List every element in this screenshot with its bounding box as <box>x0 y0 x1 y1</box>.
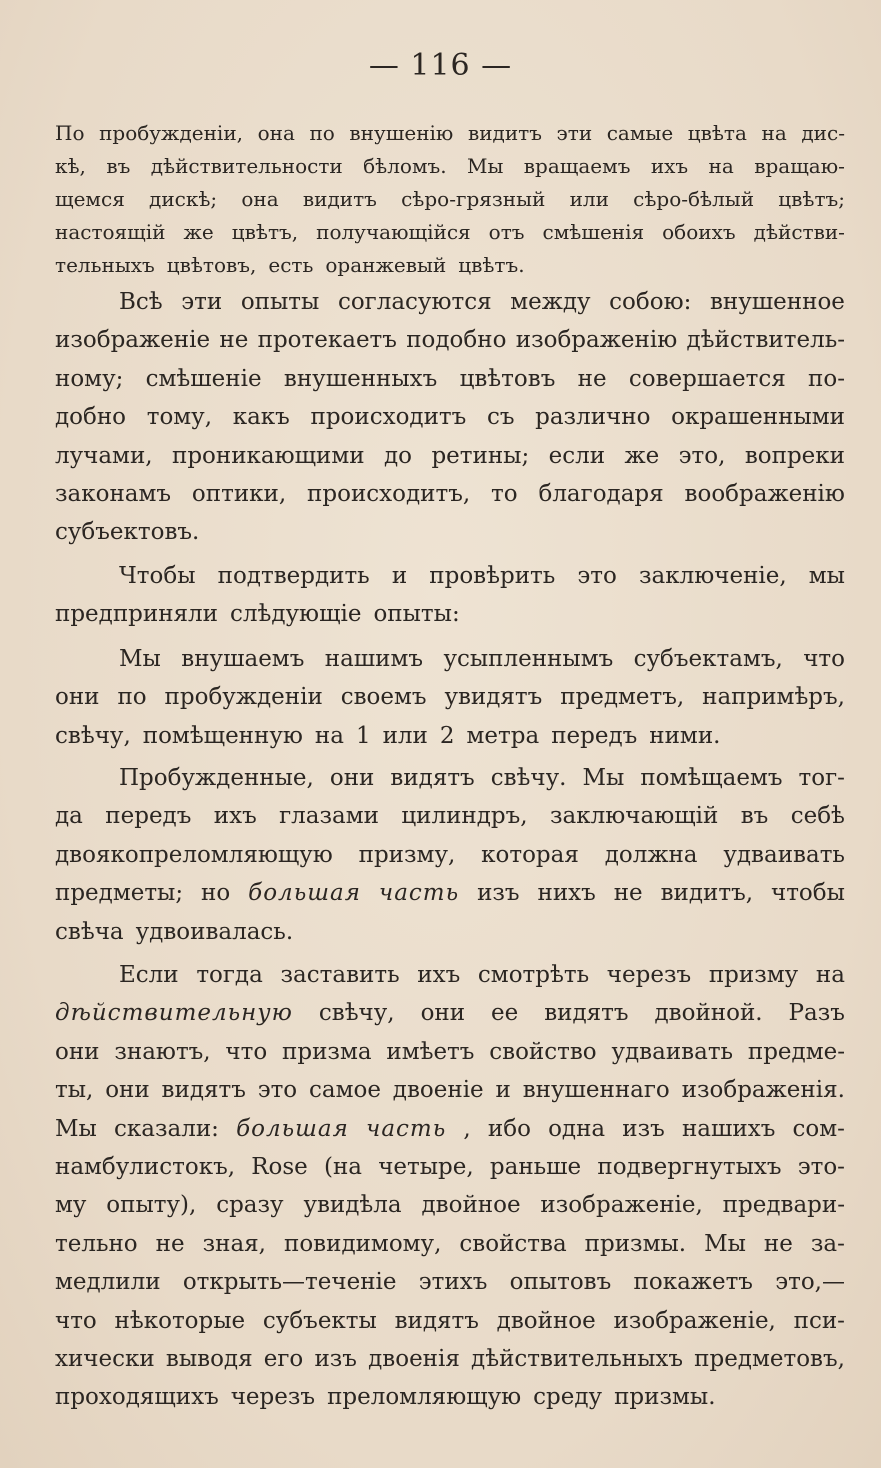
text-line <box>55 874 845 912</box>
word: какъ <box>232 404 290 431</box>
text-line <box>55 836 845 874</box>
word: пробужденіи, <box>99 121 244 145</box>
text-line <box>55 1225 845 1263</box>
word: то <box>491 480 518 507</box>
word: оптики, <box>191 480 287 507</box>
word: они <box>105 1077 150 1104</box>
word: сом- <box>792 1115 845 1142</box>
word: эти <box>181 289 223 315</box>
word: напримѣръ, <box>702 684 845 711</box>
word: что <box>803 646 845 672</box>
word: субъектовъ. <box>55 519 200 546</box>
word: не <box>219 327 249 354</box>
text-line <box>55 1186 845 1224</box>
word: что <box>225 1038 268 1065</box>
word: видитъ <box>467 121 542 145</box>
word: если <box>548 442 606 469</box>
word: усыпленнымъ <box>443 646 614 672</box>
word: изображенія. <box>681 1077 845 1104</box>
text-line <box>55 475 845 513</box>
word: проникающими <box>172 442 365 469</box>
text-line <box>55 717 845 755</box>
word: щемся <box>55 187 125 211</box>
word: Разъ <box>788 1000 845 1027</box>
word: повидимому, <box>283 1230 442 1257</box>
word: видятъ <box>394 1307 479 1334</box>
word: цвѣтовъ, <box>166 253 257 277</box>
text-line <box>55 797 845 835</box>
word: подвергнутыхъ <box>597 1153 782 1180</box>
word: изъ <box>477 880 520 907</box>
word: По <box>55 121 85 145</box>
paragraph-5 <box>55 759 845 951</box>
word: предметы; <box>55 880 184 907</box>
word: или <box>569 187 609 211</box>
word: помѣщенную <box>142 722 303 749</box>
word: Чтобы <box>119 563 196 589</box>
word: и <box>495 1077 511 1104</box>
word: на <box>815 962 845 988</box>
word: которая <box>481 841 579 868</box>
word: же <box>183 220 214 244</box>
text-line <box>55 321 845 359</box>
word: между <box>510 289 591 315</box>
word: не <box>763 1230 793 1257</box>
word: свойство <box>489 1038 597 1065</box>
word: тельно <box>55 1230 138 1257</box>
word: получающійся <box>316 220 471 244</box>
italic-word: большая <box>236 1115 349 1142</box>
word: себѣ <box>790 803 845 830</box>
word: происходитъ <box>310 404 467 431</box>
word: воображенію <box>684 480 845 507</box>
word: цвѣта <box>687 121 747 145</box>
word: да <box>55 803 83 830</box>
word: предме- <box>747 1038 845 1065</box>
word: происходитъ, <box>307 480 471 507</box>
italic-word: большая <box>248 880 361 907</box>
text-line <box>55 759 845 797</box>
page-number: — 116 — <box>368 48 513 83</box>
word: эти <box>556 121 593 145</box>
text-line <box>55 1033 845 1071</box>
word: предметовъ, <box>694 1345 845 1372</box>
word: ее <box>491 1000 519 1027</box>
word: передъ <box>551 722 638 749</box>
text-line <box>55 437 845 475</box>
word: или <box>382 722 428 749</box>
text-line <box>55 249 845 282</box>
word: Пробужденные, <box>119 765 314 791</box>
word: выводя <box>165 1345 253 1372</box>
word: нашихъ <box>681 1115 776 1142</box>
word: они <box>420 1000 466 1027</box>
word: дискѣ; <box>149 187 218 211</box>
word: провѣрить <box>429 563 556 589</box>
word: собою: <box>609 289 692 315</box>
paragraph-2 <box>55 283 845 552</box>
word: тому, <box>146 404 213 431</box>
word: метра <box>466 722 540 749</box>
word: видятъ <box>390 765 475 791</box>
word: на <box>761 121 787 145</box>
word: различно <box>535 404 651 431</box>
word: вопреки <box>744 442 845 469</box>
word: видитъ <box>302 187 377 211</box>
word: законамъ <box>55 480 172 507</box>
word: призму <box>708 962 799 988</box>
word: передъ <box>105 803 192 830</box>
word: вращаемъ <box>523 154 631 178</box>
word: ному; <box>55 365 124 392</box>
word: сѣро-грязный <box>401 187 546 211</box>
word: сразу <box>216 1192 284 1219</box>
word: же <box>624 442 660 469</box>
word: она <box>241 187 279 211</box>
word: двойное <box>496 1307 596 1334</box>
word: Мы <box>55 1115 97 1142</box>
word: цвѣтъ; <box>778 187 845 211</box>
word: внушенію <box>349 121 454 145</box>
word: съ <box>486 404 515 431</box>
word: оранжевый <box>325 253 447 277</box>
word: слѣдующіе <box>230 601 362 628</box>
word: заключающій <box>550 803 719 830</box>
word: призмы. <box>614 1384 716 1411</box>
word: , <box>463 1115 471 1142</box>
word: благодаря <box>538 480 664 507</box>
word: до <box>384 442 413 469</box>
text-line <box>55 595 845 633</box>
word: она <box>257 121 295 145</box>
word: имѣетъ <box>386 1038 475 1065</box>
word: призма <box>282 1038 372 1065</box>
word: свойства <box>459 1230 567 1257</box>
word: сѣро-бѣлый <box>633 187 755 211</box>
word: кѣ, <box>55 154 86 178</box>
word: на <box>314 722 344 749</box>
word: двоенія <box>368 1345 460 1372</box>
word: должна <box>604 841 698 868</box>
word: тогда <box>196 962 263 988</box>
word: вращаю- <box>754 154 845 178</box>
word: изъ <box>622 1115 665 1142</box>
word: пси- <box>793 1307 845 1334</box>
paragraph-3 <box>55 557 845 634</box>
word: видятъ <box>161 1077 246 1104</box>
word: они <box>329 765 375 791</box>
text-line <box>55 678 845 716</box>
word: удваивать <box>611 1038 734 1065</box>
word: призму, <box>358 841 456 868</box>
word: изображеніе, <box>613 1307 776 1334</box>
word: открыть—теченіе <box>182 1269 397 1296</box>
word: по <box>117 684 147 711</box>
word: предметъ, <box>560 684 685 711</box>
word: дѣйствительности <box>150 154 343 178</box>
text-line <box>55 360 845 398</box>
italic-word: часть <box>378 880 460 907</box>
word: это- <box>797 1153 845 1180</box>
word: подтвердить <box>217 563 370 589</box>
word: тог- <box>798 765 845 791</box>
word: видятъ <box>544 1000 629 1027</box>
word: не <box>613 880 643 907</box>
word: помѣщаемъ <box>640 765 783 791</box>
word: предвари- <box>722 1192 845 1219</box>
word: это,— <box>775 1269 845 1296</box>
text-line <box>55 150 845 183</box>
word: не <box>155 1230 185 1257</box>
word: по <box>309 121 335 145</box>
word: свѣчу, <box>55 722 131 749</box>
word: смѣшеніе <box>145 365 262 392</box>
text-line <box>55 1302 845 1340</box>
text-line <box>55 994 845 1032</box>
word: бѣломъ. <box>363 154 447 178</box>
word: дѣйствитель- <box>686 327 845 354</box>
word: смѣшенія <box>542 220 645 244</box>
word: настоящій <box>55 220 166 244</box>
word: самые <box>606 121 674 145</box>
word: это, <box>678 442 726 469</box>
word: (на <box>324 1153 363 1180</box>
word: окрашенными <box>671 404 845 431</box>
word: свѣча <box>55 918 124 945</box>
word: медлили <box>55 1269 161 1296</box>
word: цилиндръ, <box>401 803 528 830</box>
word: нихъ <box>537 880 596 907</box>
text-line <box>55 557 845 595</box>
word: въ <box>740 803 769 830</box>
word: намбулистокъ, <box>55 1153 236 1180</box>
word: тельныхъ <box>55 253 155 277</box>
word: опытовъ <box>509 1269 612 1296</box>
word: дис- <box>801 121 845 145</box>
word: самое <box>309 1077 381 1104</box>
text-line <box>55 640 845 678</box>
word: Мы <box>119 646 161 672</box>
word: одна <box>548 1115 606 1142</box>
word: на <box>708 154 734 178</box>
word: за- <box>810 1230 845 1257</box>
text-line <box>55 398 845 436</box>
word: опыты <box>240 289 320 315</box>
word: ты, <box>55 1077 94 1104</box>
word: не <box>577 365 607 392</box>
word: свѣчу. <box>490 765 567 791</box>
word: увидѣла <box>303 1192 402 1219</box>
text-line <box>55 1148 845 1186</box>
text-line <box>55 513 845 551</box>
word: опыты: <box>373 601 460 628</box>
word: глазами <box>279 803 379 830</box>
word: это <box>257 1077 298 1104</box>
word: его <box>263 1345 304 1372</box>
word: есть <box>268 253 314 277</box>
word: этихъ <box>418 1269 488 1296</box>
word: совершается <box>628 365 786 392</box>
word: среду <box>533 1384 603 1411</box>
word: увидятъ <box>444 684 543 711</box>
text-line <box>55 956 845 994</box>
word: черезъ <box>230 1384 316 1411</box>
word: Мы <box>582 765 625 791</box>
word: двоякопреломляющую <box>55 841 333 868</box>
word: дѣйствительныхъ <box>471 1345 683 1372</box>
word: ибо <box>487 1115 531 1142</box>
word: заключеніе, <box>638 563 787 589</box>
word: призмы. <box>584 1230 687 1257</box>
word: субъектамъ, <box>633 646 783 672</box>
text-line <box>55 1071 845 1109</box>
word: но <box>201 880 231 907</box>
word: отъ <box>488 220 525 244</box>
text-line <box>55 283 845 321</box>
text-line <box>55 1378 845 1416</box>
word: согласуются <box>337 289 492 315</box>
word: ихъ <box>417 962 461 988</box>
text-line <box>55 183 845 216</box>
word: они <box>55 684 100 711</box>
word: субъекты <box>262 1307 377 1334</box>
text-line <box>55 913 845 951</box>
text-line <box>55 1263 845 1301</box>
word: въ <box>106 154 131 178</box>
word: черезъ <box>606 962 692 988</box>
word: это <box>577 563 617 589</box>
word: нашимъ <box>324 646 424 672</box>
word: Если <box>119 962 179 988</box>
word: ихъ <box>650 154 689 178</box>
word: они <box>55 1038 100 1065</box>
word: Мы <box>467 154 504 178</box>
word: Rose <box>251 1153 308 1180</box>
italic-word: дѣйствительную <box>55 1000 293 1027</box>
word: удваивать <box>723 841 845 868</box>
word: добно <box>55 404 127 431</box>
text-line <box>55 1110 845 1148</box>
word: нѣкоторые <box>114 1307 246 1334</box>
paragraph-1 <box>55 117 845 282</box>
word: обоихъ <box>662 220 736 244</box>
word: предприняли <box>55 601 218 628</box>
word: цвѣтъ, <box>231 220 299 244</box>
word: мы <box>808 563 845 589</box>
word: внушенныхъ <box>283 365 438 392</box>
word: цвѣтъ. <box>458 253 525 277</box>
word: изображенію <box>515 327 678 354</box>
word: пробужденіи <box>164 684 323 711</box>
word: цвѣтовъ <box>459 365 556 392</box>
word: лучами, <box>55 442 153 469</box>
word: дѣйстви- <box>753 220 845 244</box>
word: сказали: <box>114 1115 219 1142</box>
word: двойное <box>421 1192 521 1219</box>
word: покажетъ <box>633 1269 753 1296</box>
word: двойной. <box>654 1000 763 1027</box>
word: подобно <box>406 327 507 354</box>
word: изображеніе <box>55 327 211 354</box>
word: зная, <box>202 1230 266 1257</box>
word: Всѣ <box>119 289 163 315</box>
word: своемъ <box>340 684 427 711</box>
word: Мы <box>704 1230 746 1257</box>
word: по- <box>808 365 845 392</box>
word: проходящихъ <box>55 1384 219 1411</box>
word: протекаетъ <box>257 327 397 354</box>
text-line <box>55 117 845 150</box>
word: внушеннаго <box>522 1077 670 1104</box>
word: внушенное <box>709 289 845 315</box>
word: заставить <box>280 962 400 988</box>
italic-word: часть <box>366 1115 447 1142</box>
paragraph-4 <box>55 640 845 755</box>
word: смотрѣть <box>477 962 590 988</box>
word: удвоивалась. <box>135 918 294 945</box>
word: и <box>391 563 408 589</box>
word: 1 <box>355 722 371 749</box>
word: видитъ, <box>660 880 754 907</box>
word: двоеніе <box>392 1077 484 1104</box>
word: му <box>55 1192 87 1219</box>
word: свѣчу, <box>318 1000 395 1027</box>
paragraph-6 <box>55 956 845 1417</box>
word: ними. <box>649 722 721 749</box>
word: внушаемъ <box>181 646 305 672</box>
text-line <box>55 216 845 249</box>
word: раньше <box>489 1153 582 1180</box>
word: изображеніе, <box>540 1192 703 1219</box>
word: что <box>55 1307 97 1334</box>
word: опыту), <box>106 1192 197 1219</box>
word: ихъ <box>213 803 257 830</box>
word: четыре, <box>378 1153 474 1180</box>
word: хически <box>55 1345 155 1372</box>
word: 2 <box>439 722 455 749</box>
text-line <box>55 1340 845 1378</box>
word: преломляющую <box>327 1384 522 1411</box>
word: ретины; <box>431 442 530 469</box>
word: знаютъ, <box>114 1038 211 1065</box>
word: чтобы <box>771 880 845 907</box>
word: изъ <box>314 1345 357 1372</box>
